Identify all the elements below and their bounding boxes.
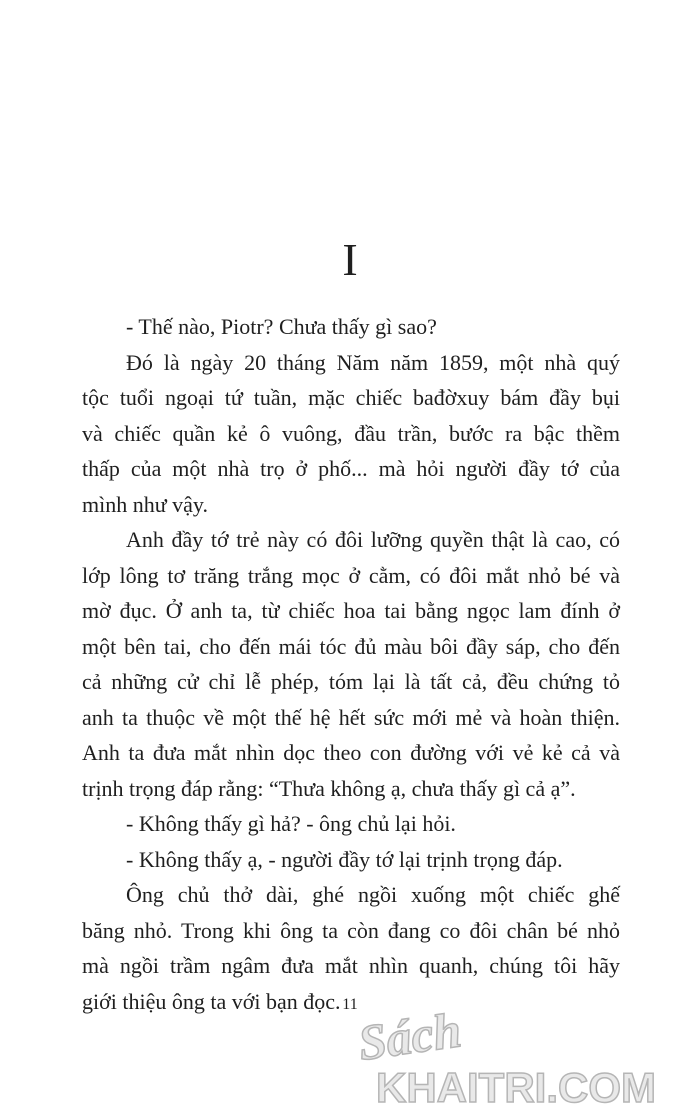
text-line: băng nhỏ. Trong khi ông ta còn đang co đôi chân bé nhỏ	[82, 917, 620, 943]
watermark-script-text: Sách	[354, 1001, 465, 1072]
text-line: - Không thấy ạ, - người đầy tớ lại trịnh trọng đáp.	[126, 846, 563, 872]
text-line: và chiếc quần kẻ ô vuông, đầu trần, bước ra bậc thềm	[82, 420, 620, 446]
text-line: cả những cử chỉ lễ phép, tóm lại là tất cả, đều chứng tỏ	[82, 669, 620, 694]
text-line: anh ta thuộc về một thế hệ hết sức mới mẻ và hoàn thiện.	[82, 704, 620, 730]
text-line: một bên tai, cho đến mái tóc đủ màu bôi đầy sáp, cho đến	[82, 633, 620, 659]
text-line: giới thiệu ông ta với bạn đọc.	[82, 988, 341, 1014]
text-line: trịnh trọng đáp rằng: “Thưa không ạ, chưa thấy gì cả ạ”.	[82, 775, 576, 801]
text-line: lớp lông tơ trăng trắng mọc ở cằm, có đôi mắt nhỏ bé và	[82, 562, 620, 588]
text-line: mờ đục. Ở anh ta, từ chiếc hoa tai bằng ngọc lam đính ở	[82, 598, 620, 623]
text-line: thấp của một nhà trọ ở phố... mà hỏi người đầy tớ của	[82, 456, 620, 481]
watermark-brand-text: KHAITRI.COM	[376, 1064, 656, 1111]
text-line: Đó là ngày 20 tháng Năm năm 1859, một nhà quý	[126, 349, 620, 375]
text-line: - Thế nào, Piotr? Chưa thấy gì sao?	[126, 314, 437, 339]
text-line: Ông chủ thở dài, ghé ngồi xuống một chiếc ghế	[126, 882, 620, 907]
page-number: 11	[342, 996, 358, 1013]
text-line: mà ngồi trầm ngâm đưa mắt nhìn quanh, chúng tôi hãy	[82, 953, 620, 978]
text-line: tộc tuổi ngoại tứ tuần, mặc chiếc bađờxuy bám đầy bụi	[82, 385, 620, 410]
chapter-heading: I	[342, 234, 358, 285]
text-line: Anh đầy tớ trẻ này có đôi lưỡng quyền thật là cao, có	[126, 527, 620, 552]
text-line: - Không thấy gì hả? - ông chủ lại hỏi.	[126, 811, 456, 836]
text-line: mình như vậy.	[82, 491, 208, 517]
text-line: Anh ta đưa mắt nhìn dọc theo con đường với vẻ kẻ cả và	[82, 740, 620, 765]
